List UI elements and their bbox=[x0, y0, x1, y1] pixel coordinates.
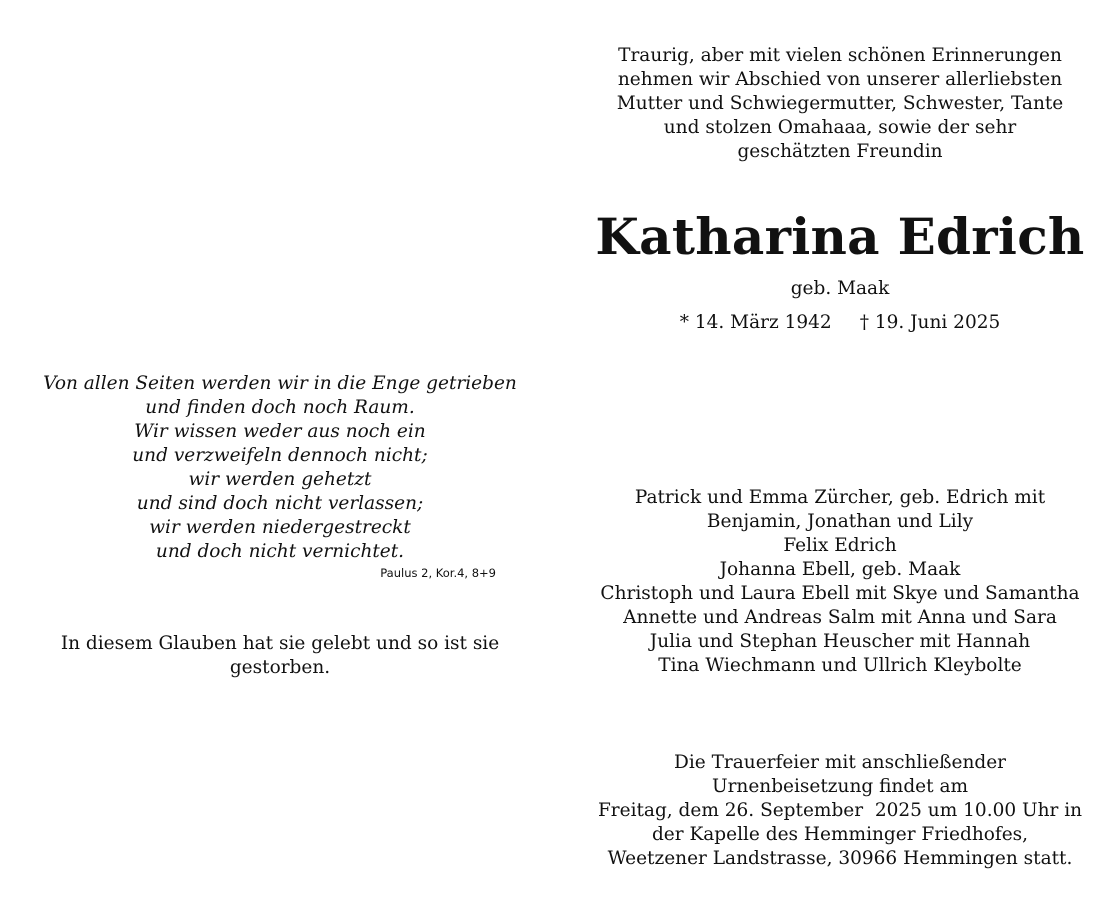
intro-line: nehmen wir Abschied von unserer allerliebsten bbox=[617, 69, 1063, 90]
faith-statement: In diesem Glauben hat sie gelebt und so ist sie gestorben. bbox=[60, 633, 500, 678]
service-line: Freitag, dem 26. September 2025 um 10.00 Uhr in bbox=[597, 800, 1083, 821]
life-dates bbox=[560, 311, 1118, 335]
deceased-name: Katharina Edrich bbox=[595, 207, 1085, 266]
birth-name: geb. Maak bbox=[790, 278, 890, 299]
intro-line: geschätzten Freundin bbox=[737, 141, 943, 162]
mourner-line: Patrick und Emma Zürcher, geb. Edrich mit bbox=[634, 487, 1046, 508]
verse-line: und finden doch noch Raum. bbox=[145, 397, 415, 418]
verse-line: Von allen Seiten werden wir in die Enge getrieben bbox=[43, 373, 517, 394]
verse-line: Wir wissen weder aus noch ein bbox=[134, 421, 426, 442]
mourner-line: Julia und Stephan Heuscher mit Hannah bbox=[649, 631, 1031, 652]
service-line: Weetzener Landstrasse, 30966 Hemmingen statt. bbox=[607, 848, 1073, 869]
intro-line: Traurig, aber mit vielen schönen Erinnerungen bbox=[618, 45, 1062, 66]
service-line: der Kapelle des Hemminger Friedhofes, bbox=[651, 824, 1029, 845]
mourner-line: Johanna Ebell, geb. Maak bbox=[719, 559, 961, 580]
verse-source: Paulus 2, Kor.4, 8+9 bbox=[380, 566, 496, 580]
verse-line: wir werden gehetzt bbox=[188, 469, 372, 490]
intro-line: Mutter und Schwiegermutter, Schwester, Tante bbox=[616, 93, 1064, 114]
intro-text bbox=[560, 44, 1118, 164]
verse-line: wir werden niedergestreckt bbox=[149, 517, 411, 538]
mourner-line: Benjamin, Jonathan und Lily bbox=[706, 511, 974, 532]
mourners-list bbox=[560, 486, 1118, 678]
funeral-service-info bbox=[560, 751, 1118, 871]
mourner-line: Christoph und Laura Ebell mit Skye und Samantha bbox=[600, 583, 1080, 604]
verse-line: und doch nicht vernichtet. bbox=[155, 541, 405, 562]
verse-line: und verzweifeln dennoch nicht; bbox=[132, 445, 428, 466]
intro-line: und stolzen Omahaaa, sowie der sehr bbox=[663, 117, 1017, 138]
bible-verse bbox=[30, 372, 530, 564]
mourner-line: Tina Wiechmann und Ullrich Kleybolte bbox=[658, 655, 1022, 676]
mourner-line: Annette und Andreas Salm mit Anna und Sara bbox=[623, 607, 1057, 628]
service-line: Die Trauerfeier mit anschließender bbox=[673, 752, 1006, 773]
verse-line: und sind doch nicht verlassen; bbox=[136, 493, 424, 514]
death-date: † 19. Juni 2025 bbox=[859, 312, 1001, 333]
service-line: Urnenbeisetzung findet am bbox=[711, 776, 969, 797]
birth-date: * 14. März 1942 bbox=[679, 312, 832, 333]
mourner-line: Felix Edrich bbox=[783, 535, 897, 556]
